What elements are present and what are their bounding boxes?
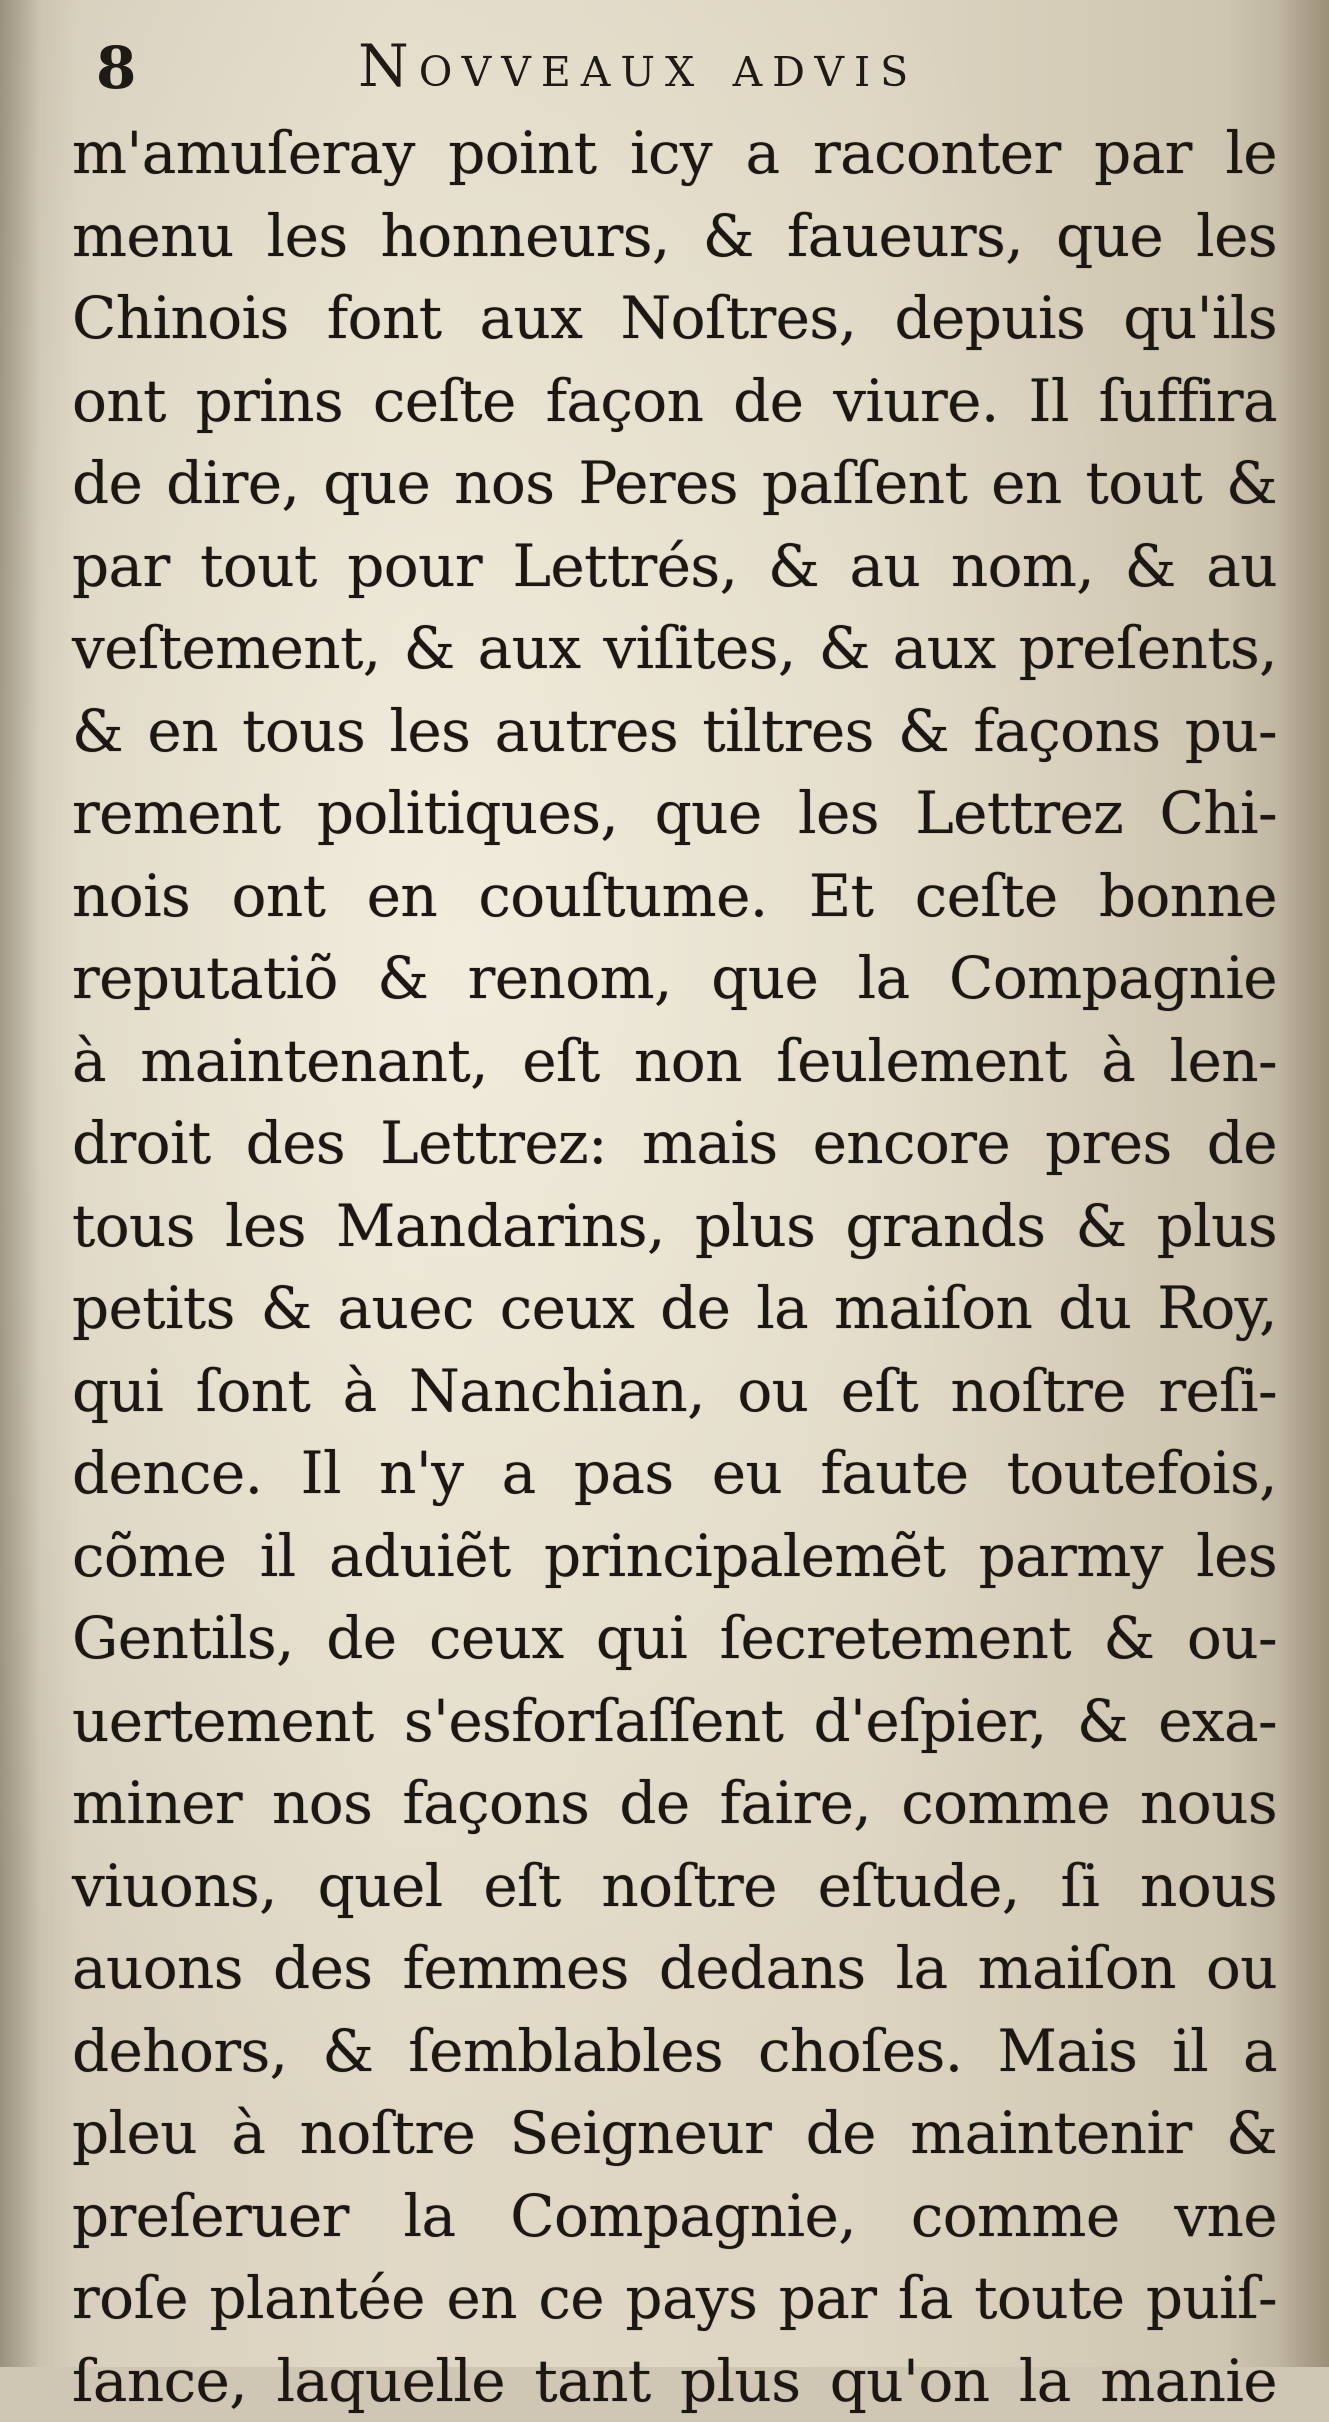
text-line: ſance, laquelle tant plus qu'on la manie [72, 2340, 1277, 2422]
text-line: veſtement, & aux viſites, & aux preſents, [72, 607, 1277, 690]
text-line: uertement s'esforſaſſent d'eſpier, & exa- [72, 1680, 1277, 1763]
text-line: par tout pour Lettrés, & au nom, & au [72, 525, 1277, 608]
text-line: roſe plantée en ce pays par ſa toute puiſ- [72, 2257, 1277, 2340]
body-text [72, 112, 1277, 2422]
text-line: droit des Lettrez: mais encore pres de [72, 1102, 1277, 1185]
page-number: 8 [96, 34, 136, 102]
text-line: rement politiques, que les Lettrez Chi- [72, 772, 1277, 855]
text-line: de dire, que nos Peres paſſent en tout & [72, 442, 1277, 525]
text-line: à maintenant, eſt non ſeulement à len- [72, 1020, 1277, 1103]
text-line: viuons, quel eſt noſtre eſtude, ſi nous [72, 1845, 1277, 1928]
text-line: dence. Il n'y a pas eu faute toutefois, [72, 1432, 1277, 1515]
text-line: ont prins ceſte façon de viure. Il ſuffira [72, 360, 1277, 443]
text-line: nois ont en couſtume. Et ceſte bonne [72, 855, 1277, 938]
text-line: menu les honneurs, & faueurs, que les [72, 195, 1277, 278]
text-line: preſeruer la Compagnie, comme vne [72, 2175, 1277, 2258]
text-line: auons des femmes dedans la maiſon ou [72, 1927, 1277, 2010]
text-line: reputatiõ & renom, que la Compagnie [72, 937, 1277, 1020]
text-line: Gentils, de ceux qui ſecretement & ou- [72, 1597, 1277, 1680]
text-line: miner nos façons de faire, comme nous [72, 1762, 1277, 1845]
text-line: & en tous les autres tiltres & façons pu- [72, 690, 1277, 773]
text-line: qui ſont à Nanchian, ou eſt noſtre reſi- [72, 1350, 1277, 1433]
text-line: petits & auec ceux de la maiſon du Roy, [72, 1267, 1277, 1350]
text-line: tous les Mandarins, plus grands & plus [72, 1185, 1277, 1268]
text-line: dehors, & ſemblables choſes. Mais il a [72, 2010, 1277, 2093]
text-line: pleu à noſtre Seigneur de maintenir & [72, 2092, 1277, 2175]
text-line: Chinois font aux Noſtres, depuis qu'ils [72, 277, 1277, 360]
text-line: cõme il aduiẽt principalemẽt parmy les [72, 1515, 1277, 1598]
text-line: m'amuſeray point icy a raconter par le [72, 112, 1277, 195]
page-header [96, 28, 1256, 108]
running-title: Novveaux advis [358, 32, 918, 100]
